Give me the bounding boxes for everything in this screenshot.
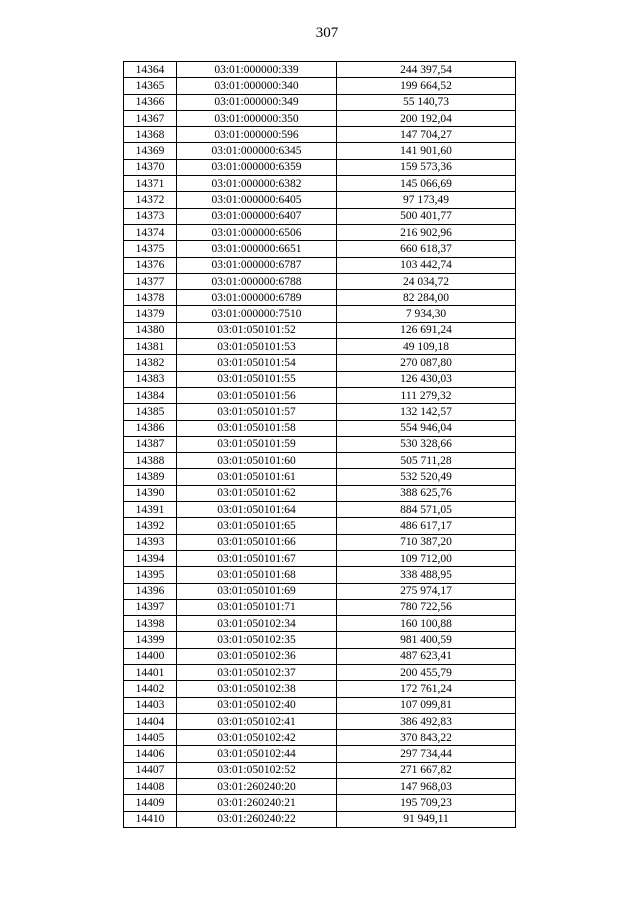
cadastral-value-cell: 97 173,49 xyxy=(337,192,516,208)
cadastral-value-table xyxy=(123,61,516,828)
cadastral-number-cell: 03:01:050101:52 xyxy=(177,322,337,338)
cadastral-value-cell: 24 034,72 xyxy=(337,273,516,289)
cadastral-value-cell: 244 397,54 xyxy=(337,62,516,78)
row-number-cell: 14368 xyxy=(124,127,177,143)
cadastral-number-cell: 03:01:000000:350 xyxy=(177,110,337,126)
cadastral-number-cell: 03:01:050101:66 xyxy=(177,534,337,550)
row-number-cell: 14407 xyxy=(124,762,177,778)
cadastral-number-cell: 03:01:050102:37 xyxy=(177,664,337,680)
row-number-cell: 14389 xyxy=(124,469,177,485)
row-number-cell: 14393 xyxy=(124,534,177,550)
cadastral-number-cell: 03:01:050101:57 xyxy=(177,404,337,420)
cadastral-number-cell: 03:01:050102:41 xyxy=(177,713,337,729)
cadastral-value-cell: 159 573,36 xyxy=(337,159,516,175)
row-number-cell: 14396 xyxy=(124,583,177,599)
row-number-cell: 14384 xyxy=(124,387,177,403)
table-row xyxy=(124,795,516,811)
table-row xyxy=(124,224,516,240)
cadastral-value-cell: 91 949,11 xyxy=(337,811,516,827)
row-number-cell: 14404 xyxy=(124,713,177,729)
table-row xyxy=(124,159,516,175)
table-row xyxy=(124,746,516,762)
table-body xyxy=(124,62,516,828)
cadastral-value-cell: 126 430,03 xyxy=(337,371,516,387)
cadastral-number-cell: 03:01:000000:7510 xyxy=(177,306,337,322)
cadastral-number-cell: 03:01:000000:6359 xyxy=(177,159,337,175)
cadastral-number-cell: 03:01:050101:64 xyxy=(177,502,337,518)
cadastral-value-cell: 532 520,49 xyxy=(337,469,516,485)
cadastral-number-cell: 03:01:000000:6651 xyxy=(177,241,337,257)
cadastral-value-cell: 132 142,57 xyxy=(337,404,516,420)
cadastral-value-cell: 338 488,95 xyxy=(337,567,516,583)
row-number-cell: 14383 xyxy=(124,371,177,387)
cadastral-number-cell: 03:01:000000:6405 xyxy=(177,192,337,208)
table-row xyxy=(124,730,516,746)
table-row xyxy=(124,387,516,403)
cadastral-value-cell: 530 328,66 xyxy=(337,436,516,452)
cadastral-number-cell: 03:01:050102:42 xyxy=(177,730,337,746)
row-number-cell: 14394 xyxy=(124,550,177,566)
table-row xyxy=(124,110,516,126)
cadastral-number-cell: 03:01:000000:6506 xyxy=(177,224,337,240)
row-number-cell: 14372 xyxy=(124,192,177,208)
table-row xyxy=(124,241,516,257)
row-number-cell: 14371 xyxy=(124,176,177,192)
cadastral-number-cell: 03:01:000000:6788 xyxy=(177,273,337,289)
cadastral-value-cell: 199 664,52 xyxy=(337,78,516,94)
cadastral-number-cell: 03:01:050101:67 xyxy=(177,550,337,566)
cadastral-value-cell: 82 284,00 xyxy=(337,290,516,306)
table-row xyxy=(124,811,516,827)
cadastral-number-cell: 03:01:050102:35 xyxy=(177,632,337,648)
row-number-cell: 14385 xyxy=(124,404,177,420)
cadastral-value-cell: 145 066,69 xyxy=(337,176,516,192)
cadastral-number-cell: 03:01:260240:21 xyxy=(177,795,337,811)
cadastral-value-cell: 554 946,04 xyxy=(337,420,516,436)
row-number-cell: 14397 xyxy=(124,599,177,615)
table-row xyxy=(124,127,516,143)
cadastral-value-cell: 160 100,88 xyxy=(337,616,516,632)
row-number-cell: 14381 xyxy=(124,339,177,355)
cadastral-number-cell: 03:01:050101:62 xyxy=(177,485,337,501)
table-row xyxy=(124,371,516,387)
cadastral-value-cell: 141 901,60 xyxy=(337,143,516,159)
cadastral-value-cell: 107 099,81 xyxy=(337,697,516,713)
table-row xyxy=(124,257,516,273)
table-row xyxy=(124,502,516,518)
row-number-cell: 14365 xyxy=(124,78,177,94)
cadastral-number-cell: 03:01:050102:36 xyxy=(177,648,337,664)
row-number-cell: 14376 xyxy=(124,257,177,273)
cadastral-value-cell: 500 401,77 xyxy=(337,208,516,224)
cadastral-number-cell: 03:01:050102:52 xyxy=(177,762,337,778)
table-row xyxy=(124,550,516,566)
cadastral-value-cell: 884 571,05 xyxy=(337,502,516,518)
cadastral-number-cell: 03:01:000000:6407 xyxy=(177,208,337,224)
cadastral-number-cell: 03:01:000000:6345 xyxy=(177,143,337,159)
cadastral-number-cell: 03:01:050101:69 xyxy=(177,583,337,599)
table-row xyxy=(124,713,516,729)
cadastral-number-cell: 03:01:050101:59 xyxy=(177,436,337,452)
row-number-cell: 14401 xyxy=(124,664,177,680)
row-number-cell: 14374 xyxy=(124,224,177,240)
row-number-cell: 14370 xyxy=(124,159,177,175)
cadastral-number-cell: 03:01:050102:34 xyxy=(177,616,337,632)
cadastral-value-cell: 216 902,96 xyxy=(337,224,516,240)
row-number-cell: 14378 xyxy=(124,290,177,306)
table-row xyxy=(124,192,516,208)
cadastral-value-cell: 486 617,17 xyxy=(337,518,516,534)
cadastral-value-cell: 270 087,80 xyxy=(337,355,516,371)
cadastral-number-cell: 03:01:050101:56 xyxy=(177,387,337,403)
table-row xyxy=(124,453,516,469)
table-row xyxy=(124,355,516,371)
row-number-cell: 14392 xyxy=(124,518,177,534)
cadastral-number-cell: 03:01:050101:60 xyxy=(177,453,337,469)
row-number-cell: 14386 xyxy=(124,420,177,436)
cadastral-value-cell: 710 387,20 xyxy=(337,534,516,550)
table-row xyxy=(124,273,516,289)
table-row xyxy=(124,322,516,338)
cadastral-number-cell: 03:01:260240:22 xyxy=(177,811,337,827)
cadastral-number-cell: 03:01:000000:596 xyxy=(177,127,337,143)
cadastral-value-cell: 49 109,18 xyxy=(337,339,516,355)
row-number-cell: 14398 xyxy=(124,616,177,632)
cadastral-value-cell: 981 400,59 xyxy=(337,632,516,648)
row-number-cell: 14410 xyxy=(124,811,177,827)
row-number-cell: 14382 xyxy=(124,355,177,371)
cadastral-value-cell: 487 623,41 xyxy=(337,648,516,664)
cadastral-value-cell: 780 722,56 xyxy=(337,599,516,615)
cadastral-number-cell: 03:01:050101:61 xyxy=(177,469,337,485)
row-number-cell: 14409 xyxy=(124,795,177,811)
cadastral-value-cell: 126 691,24 xyxy=(337,322,516,338)
row-number-cell: 14377 xyxy=(124,273,177,289)
row-number-cell: 14375 xyxy=(124,241,177,257)
row-number-cell: 14366 xyxy=(124,94,177,110)
row-number-cell: 14400 xyxy=(124,648,177,664)
table-row xyxy=(124,436,516,452)
cadastral-number-cell: 03:01:000000:6382 xyxy=(177,176,337,192)
table-row xyxy=(124,420,516,436)
table-row xyxy=(124,567,516,583)
row-number-cell: 14373 xyxy=(124,208,177,224)
cadastral-value-cell: 275 974,17 xyxy=(337,583,516,599)
cadastral-value-cell: 297 734,44 xyxy=(337,746,516,762)
row-number-cell: 14402 xyxy=(124,681,177,697)
page-number: 307 xyxy=(315,25,339,41)
table-row xyxy=(124,176,516,192)
row-number-cell: 14406 xyxy=(124,746,177,762)
cadastral-number-cell: 03:01:050102:38 xyxy=(177,681,337,697)
cadastral-number-cell: 03:01:050102:40 xyxy=(177,697,337,713)
cadastral-value-cell: 505 711,28 xyxy=(337,453,516,469)
cadastral-value-cell: 172 761,24 xyxy=(337,681,516,697)
row-number-cell: 14395 xyxy=(124,567,177,583)
table-row xyxy=(124,762,516,778)
row-number-cell: 14367 xyxy=(124,110,177,126)
cadastral-value-cell: 147 968,03 xyxy=(337,779,516,795)
cadastral-value-cell: 200 455,79 xyxy=(337,664,516,680)
table-row xyxy=(124,697,516,713)
cadastral-number-cell: 03:01:050102:44 xyxy=(177,746,337,762)
table-row xyxy=(124,143,516,159)
row-number-cell: 14399 xyxy=(124,632,177,648)
table-row xyxy=(124,469,516,485)
row-number-cell: 14403 xyxy=(124,697,177,713)
cadastral-number-cell: 03:01:050101:68 xyxy=(177,567,337,583)
cadastral-value-cell: 103 442,74 xyxy=(337,257,516,273)
table-row xyxy=(124,616,516,632)
row-number-cell: 14387 xyxy=(124,436,177,452)
table-row xyxy=(124,485,516,501)
row-number-cell: 14391 xyxy=(124,502,177,518)
cadastral-number-cell: 03:01:000000:340 xyxy=(177,78,337,94)
cadastral-value-cell: 370 843,22 xyxy=(337,730,516,746)
cadastral-number-cell: 03:01:000000:349 xyxy=(177,94,337,110)
row-number-cell: 14405 xyxy=(124,730,177,746)
table-row xyxy=(124,78,516,94)
row-number-cell: 14369 xyxy=(124,143,177,159)
cadastral-number-cell: 03:01:260240:20 xyxy=(177,779,337,795)
cadastral-number-cell: 03:01:000000:6789 xyxy=(177,290,337,306)
row-number-cell: 14408 xyxy=(124,779,177,795)
table-row xyxy=(124,599,516,615)
table-row xyxy=(124,518,516,534)
row-number-cell: 14379 xyxy=(124,306,177,322)
table-row xyxy=(124,534,516,550)
table-row xyxy=(124,779,516,795)
cadastral-number-cell: 03:01:050101:55 xyxy=(177,371,337,387)
table-row xyxy=(124,648,516,664)
cadastral-number-cell: 03:01:000000:6787 xyxy=(177,257,337,273)
cadastral-number-cell: 03:01:050101:54 xyxy=(177,355,337,371)
table-row xyxy=(124,404,516,420)
table-row xyxy=(124,208,516,224)
cadastral-value-cell: 111 279,32 xyxy=(337,387,516,403)
cadastral-value-cell: 55 140,73 xyxy=(337,94,516,110)
cadastral-number-cell: 03:01:050101:53 xyxy=(177,339,337,355)
cadastral-number-cell: 03:01:050101:65 xyxy=(177,518,337,534)
cadastral-value-cell: 200 192,04 xyxy=(337,110,516,126)
table-row xyxy=(124,290,516,306)
cadastral-value-cell: 388 625,76 xyxy=(337,485,516,501)
cadastral-number-cell: 03:01:050101:58 xyxy=(177,420,337,436)
table-row xyxy=(124,62,516,78)
table-row xyxy=(124,583,516,599)
table-row xyxy=(124,664,516,680)
table-row xyxy=(124,339,516,355)
cadastral-value-cell: 195 709,23 xyxy=(337,795,516,811)
cadastral-value-cell: 386 492,83 xyxy=(337,713,516,729)
row-number-cell: 14390 xyxy=(124,485,177,501)
row-number-cell: 14380 xyxy=(124,322,177,338)
cadastral-number-cell: 03:01:050101:71 xyxy=(177,599,337,615)
cadastral-value-cell: 109 712,00 xyxy=(337,550,516,566)
cadastral-number-cell: 03:01:000000:339 xyxy=(177,62,337,78)
table-row xyxy=(124,306,516,322)
cadastral-value-cell: 660 618,37 xyxy=(337,241,516,257)
table-row xyxy=(124,94,516,110)
table-row xyxy=(124,632,516,648)
cadastral-value-cell: 7 934,30 xyxy=(337,306,516,322)
row-number-cell: 14364 xyxy=(124,62,177,78)
table-row xyxy=(124,681,516,697)
cadastral-value-cell: 271 667,82 xyxy=(337,762,516,778)
cadastral-value-cell: 147 704,27 xyxy=(337,127,516,143)
row-number-cell: 14388 xyxy=(124,453,177,469)
